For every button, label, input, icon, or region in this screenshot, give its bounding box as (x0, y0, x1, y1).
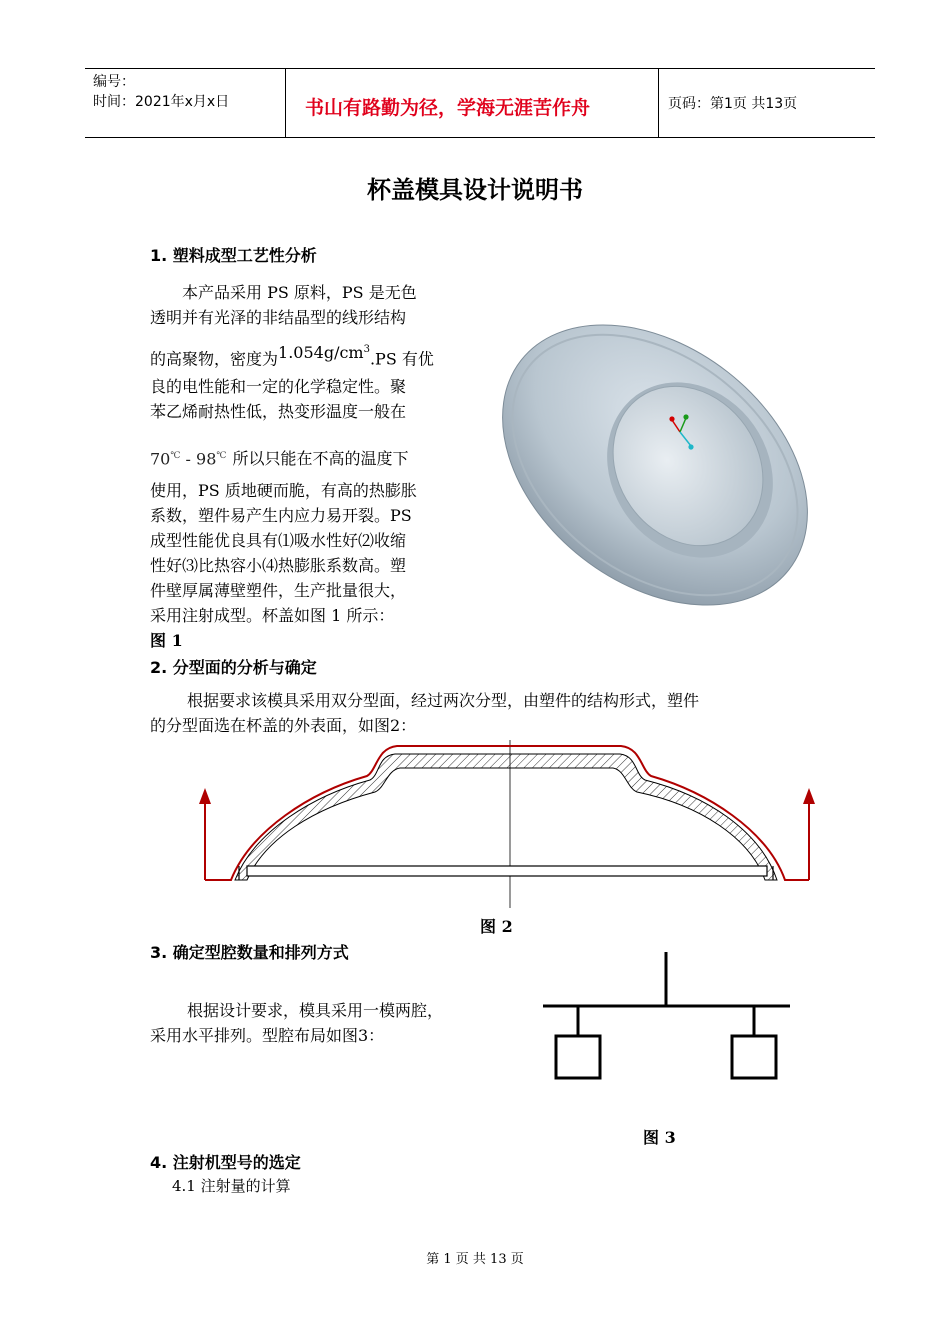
temp-low: 70 (150, 449, 171, 469)
page-footer: 第 1 页 共 13 页 (426, 1252, 524, 1267)
s1-line-temp (150, 440, 408, 475)
s1-line: 透明并有光泽的非结晶型的线形结构 (150, 308, 407, 327)
density-exponent: 3 (363, 344, 370, 355)
header-motto: 书山有路勤为径，学海无涯苦作舟 (305, 97, 591, 119)
temp-unit: ℃ (216, 451, 227, 461)
figure-2-parting-section (195, 740, 835, 910)
header-divider (285, 69, 286, 137)
s3-line: 根据设计要求，模具采用一模两腔， (187, 1001, 444, 1020)
figure-1-cup-lid (490, 280, 820, 650)
header-divider (658, 69, 659, 137)
s1-line: 采用注射成型。杯盖如图 1 所示： (150, 606, 395, 625)
density-tail: .PS 有优 (369, 349, 434, 369)
section-4-1-subheading: 4.1 注射量的计算 (172, 1177, 291, 1195)
figure-2-caption: 图 2 (480, 917, 513, 936)
doc-time-label: 时间：2021年x月x日 (93, 94, 230, 110)
figure-3-caption: 图 3 (643, 1128, 676, 1147)
s1-line: 苯乙烯耐热性低，热变形温度一般在 (150, 402, 407, 421)
temp-unit: ℃ (170, 451, 181, 461)
figure-3-cavity-layout (540, 950, 800, 1090)
header-table (85, 68, 875, 138)
figure-1-caption: 图 1 (150, 631, 183, 650)
s1-line-text: 的高聚物，密度为 (150, 349, 279, 369)
s1-line: 使用，PS 质地硬而脆，有高的热膨胀 (150, 481, 417, 500)
document-title: 杯盖模具设计说明书 (367, 175, 583, 204)
s1-line: 性好⑶比热容小⑷热膨胀系数高。塑 (150, 556, 407, 575)
s1-line: 件壁厚属薄壁塑件，生产批量很大， (150, 581, 407, 600)
s2-line: 的分型面选在杯盖的外表面，如图2： (150, 716, 417, 735)
section-4-heading: 4. 注射机型号的选定 (150, 1153, 301, 1172)
section-3-heading: 3. 确定型腔数量和排列方式 (150, 943, 349, 962)
s1-line-text: 所以只能在不高的温度下 (232, 449, 409, 469)
section-2-heading: 2. 分型面的分析与确定 (150, 658, 317, 677)
s1-line: 系数，塑件易产生内应力易开裂。PS (150, 506, 412, 525)
header-page-info: 页码：第1页 共13页 (668, 96, 798, 112)
doc-number-label: 编号： (93, 74, 135, 90)
s1-line: 成型性能优良具有⑴吸水性好⑵收缩 (150, 531, 407, 550)
density-value: 1.054g/cm (278, 343, 364, 363)
s3-line: 采用水平排列。型腔布局如图3： (150, 1026, 385, 1045)
s2-line: 根据要求该模具采用双分型面，经过两次分型，由塑件的结构形式，塑件 (187, 691, 700, 710)
temp-high: - 98 (180, 449, 217, 469)
s1-line: 良的电性能和一定的化学稳定性。聚 (150, 377, 407, 396)
section-1-heading: 1. 塑料成型工艺性分析 (150, 246, 317, 265)
s1-line: 本产品采用 PS 原料，PS 是无色 (182, 283, 417, 302)
